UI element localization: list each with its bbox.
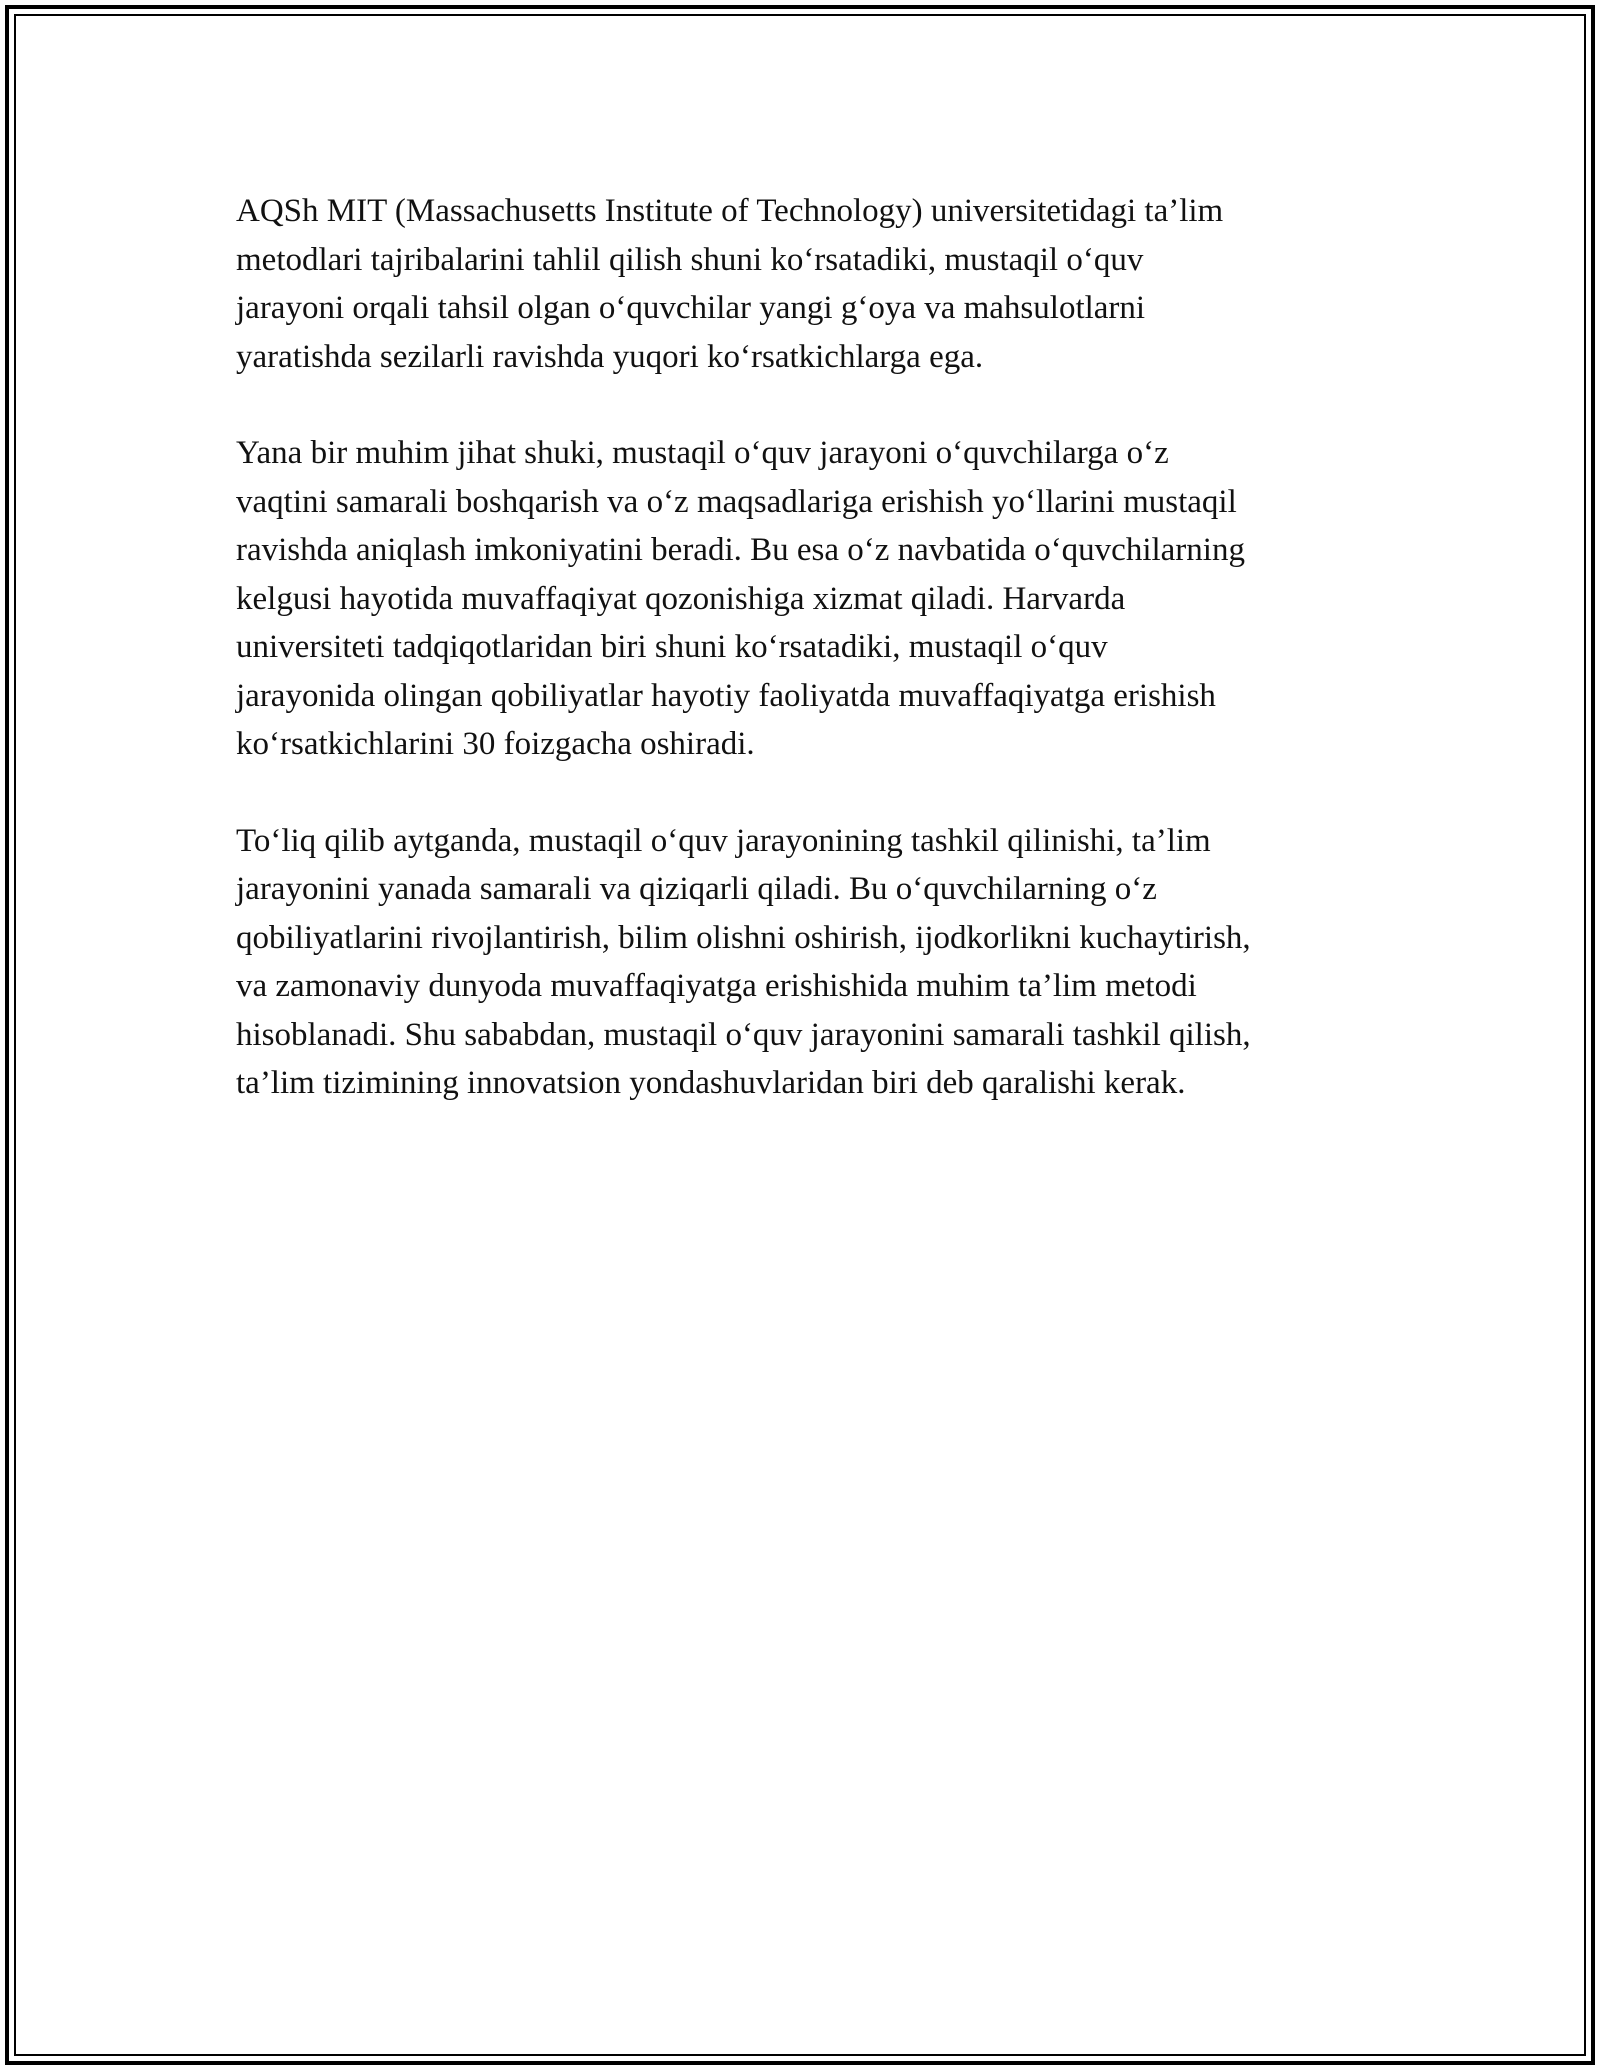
text-line: hisoblanadi. Shu sababdan, mustaqil o‘quv jarayonini samarali tashkil qilish,: [236, 1016, 1251, 1053]
document-body: [236, 187, 1376, 1156]
text-line: AQSh MIT (Massachusetts Institute of Technology) universitetidagi ta’lim: [236, 193, 1224, 229]
text-line: ravishda aniqlash imkoniyatini beradi. Bu esa o‘z navbatida o‘quvchilarning: [236, 532, 1245, 568]
paragraph-mit-research: [236, 187, 1376, 381]
text-line: Yana bir muhim jihat shuki, mustaqil o‘quv jarayoni o‘quvchilarga o‘z: [236, 435, 1169, 471]
text-line: jarayonida olingan qobiliyatlar hayotiy faoliyatda muvaffaqiyatga erishish: [236, 677, 1216, 714]
paragraph-time-management: [236, 429, 1376, 769]
text-line: metodlari tajribalarini tahlil qilish shuni ko‘rsatadiki, mustaqil o‘quv: [236, 241, 1144, 278]
text-line: yaratishda sezilarli ravishda yuqori ko‘rsatkichlarga ega.: [236, 338, 984, 375]
text-line: va zamonaviy dunyoda muvaffaqiyatga erishishida muhim ta’lim metodi: [236, 968, 1197, 1004]
text-line: ko‘rsatkichlarini 30 foizgacha oshiradi.: [236, 726, 755, 762]
paragraph-conclusion: [236, 817, 1376, 1108]
text-line: To‘liq qilib aytganda, mustaqil o‘quv jarayonining tashkil qilinishi, ta’lim: [236, 822, 1211, 859]
text-line: kelgusi hayotida muvaffaqiyat qozonishiga xizmat qiladi. Harvarda: [236, 580, 1126, 617]
text-line: vaqtini samarali boshqarish va o‘z maqsadlariga erishish yo‘llarini mustaqil: [236, 483, 1237, 520]
text-line: universiteti tadqiqotlaridan biri shuni ko‘rsatadiki, mustaqil o‘quv: [236, 629, 1108, 665]
text-line: qobiliyatlarini rivojlantirish, bilim olishni oshirish, ijodkorlikni kuchaytirish,: [236, 919, 1251, 956]
text-line: jarayoni orqali tahsil olgan o‘quvchilar yangi g‘oya va mahsulotlarni: [236, 290, 1146, 326]
text-line: jarayonini yanada samarali va qiziqarli qiladi. Bu o‘quvchilarning o‘z: [236, 871, 1157, 907]
text-line: ta’lim tizimining innovatsion yondashuvlaridan biri deb qaralishi kerak.: [236, 1065, 1186, 1101]
